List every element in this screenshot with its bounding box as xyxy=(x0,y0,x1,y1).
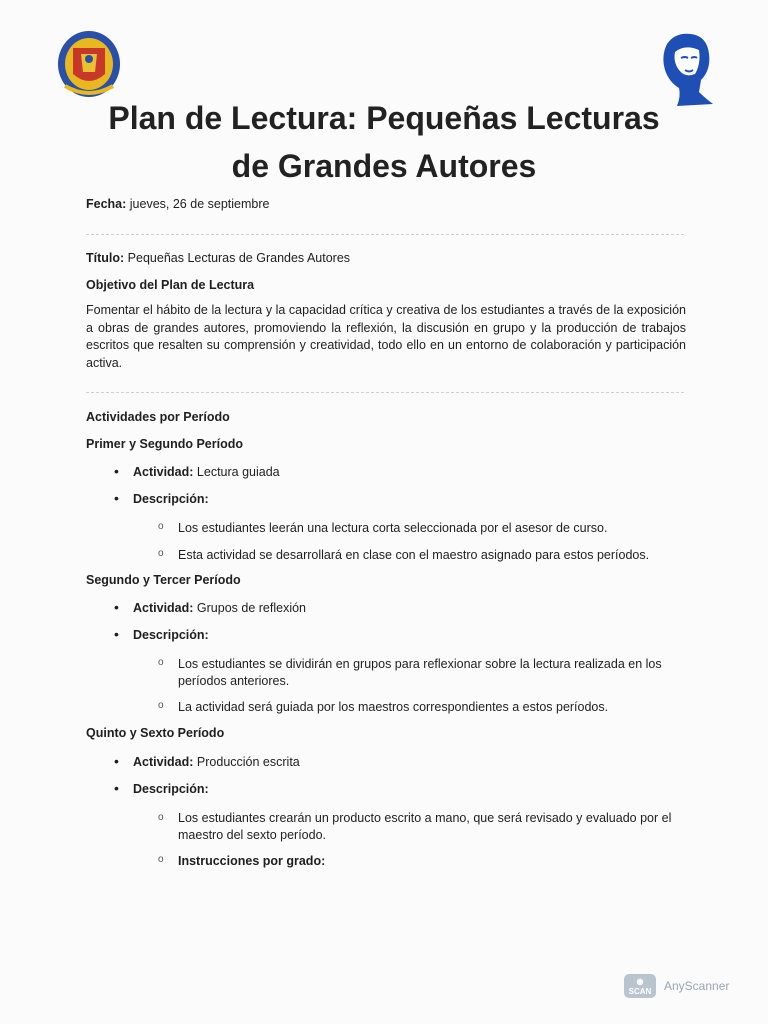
sub-bullet-icon: o xyxy=(158,521,164,532)
bullet-icon: • xyxy=(114,463,119,479)
description-item: Los estudiantes leerán una lectura corta seleccionada por el asesor de curso. xyxy=(178,521,608,535)
title-line-2: de Grandes Autores xyxy=(231,148,537,184)
actividad-label: Actividad: xyxy=(133,465,194,479)
fecha-line xyxy=(86,196,269,212)
period-heading: Segundo y Tercer Período xyxy=(86,573,241,587)
anyscanner-watermark xyxy=(624,974,744,1000)
fecha-value: jueves, 26 de septiembre xyxy=(129,197,270,211)
description-item: Los estudiantes crearán un producto escrito a mano, que será revisado y evaluado por el maestro del sexto período. xyxy=(178,811,672,842)
scan-icon-label: SCAN xyxy=(628,987,652,996)
titulo-line xyxy=(86,250,350,266)
descripcion-label: Descripción: xyxy=(133,492,209,506)
bullet-icon: • xyxy=(114,626,119,642)
bullet-icon: • xyxy=(114,780,119,796)
scan-app-icon: ◉ SCAN xyxy=(624,974,656,998)
sub-bullet-icon: o xyxy=(158,657,164,668)
divider xyxy=(86,234,684,235)
objetivo-heading: Objetivo del Plan de Lectura xyxy=(86,278,255,292)
actividad-value: Lectura guiada xyxy=(196,465,280,479)
titulo-value: Pequeñas Lecturas de Grandes Autores xyxy=(127,251,351,265)
sub-bullet-icon: o xyxy=(158,700,164,711)
sub-bullet-icon: o xyxy=(158,854,164,865)
description-item: La actividad será guiada por los maestros correspondientes a estos períodos. xyxy=(178,700,609,714)
page-title xyxy=(60,94,708,190)
actividad-value: Grupos de reflexión xyxy=(196,601,307,615)
watermark-text: AnyScanner xyxy=(664,979,730,993)
actividad-line xyxy=(133,464,280,480)
actividad-label: Actividad: xyxy=(133,601,194,615)
descripcion-label: Descripción: xyxy=(133,782,209,796)
sub-bullet-icon: o xyxy=(158,812,164,823)
description-item: Esta actividad se desarrollará en clase con el maestro asignado para estos períodos. xyxy=(178,548,650,562)
divider xyxy=(86,392,684,393)
objetivo-paragraph: Fomentar el hábito de la lectura y la capacidad crítica y creativa de los estudiantes a través de la exposición a obras de grandes autores, promoviendo la reflexión, la discusión en grupo y la producción de trabajos escritos que resalten su comprensión y creatividad, todo ello en un entorno de colaboración y participación activa. xyxy=(86,303,686,370)
bullet-icon: • xyxy=(114,599,119,615)
actividad-label: Actividad: xyxy=(133,755,194,769)
actividad-line xyxy=(133,754,300,770)
actividad-value: Producción escrita xyxy=(196,755,300,769)
period-heading: Primer y Segundo Período xyxy=(86,437,243,451)
actividades-heading: Actividades por Período xyxy=(86,410,230,424)
fecha-label: Fecha: xyxy=(86,197,127,211)
descripcion-label: Descripción: xyxy=(133,628,209,642)
bullet-icon: • xyxy=(114,490,119,506)
title-line-1: Plan de Lectura: Pequeñas Lecturas xyxy=(108,100,660,136)
description-item: Los estudiantes se dividirán en grupos para reflexionar sobre la lectura realizada en los períodos anteriores. xyxy=(178,657,662,688)
instrucciones-label: Instrucciones por grado: xyxy=(178,854,326,868)
bullet-icon: • xyxy=(114,753,119,769)
titulo-label: Título: xyxy=(86,251,125,265)
actividad-line xyxy=(133,600,306,616)
school-crest-icon xyxy=(55,28,123,100)
sub-bullet-icon: o xyxy=(158,548,164,559)
period-heading: Quinto y Sexto Período xyxy=(86,726,225,740)
